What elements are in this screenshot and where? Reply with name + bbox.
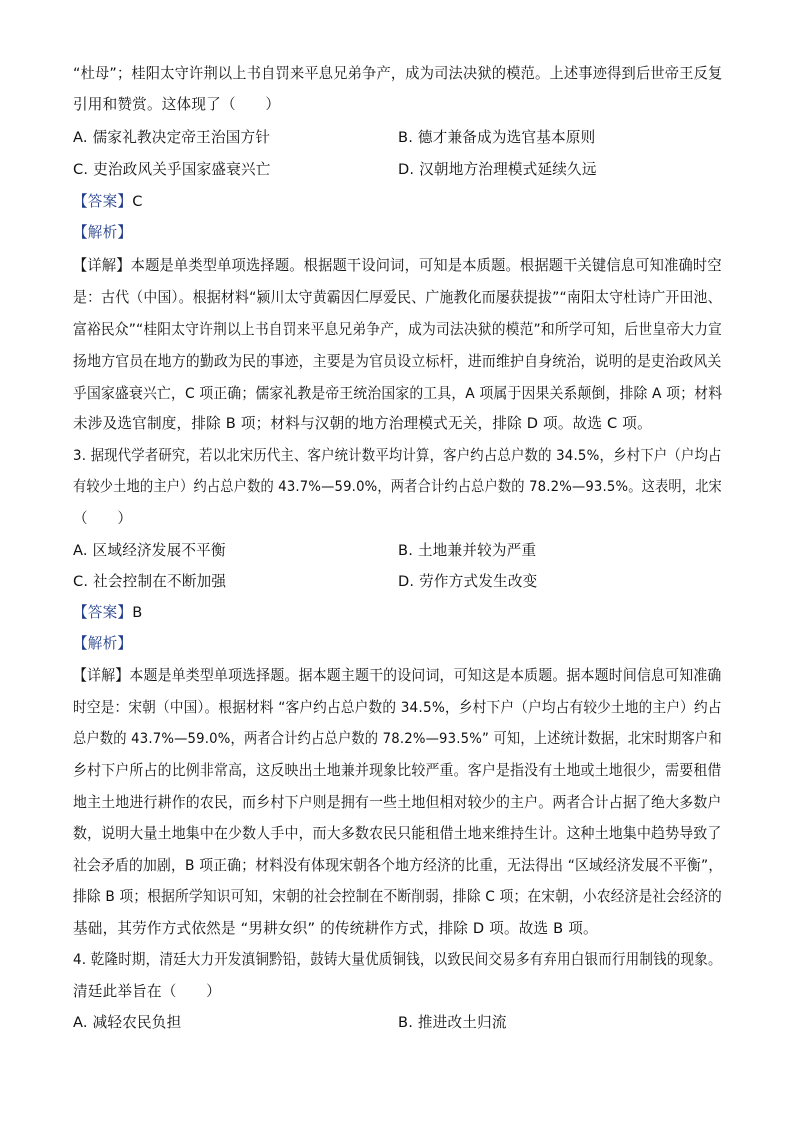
q2-stem-line-2: 引用和赞赏。这体现了（ ） xyxy=(73,96,281,113)
q3-stem-line-3: （ ） xyxy=(73,510,133,527)
q3-detail-line-5: 地主土地进行耕作的农民，而乡村下户则是拥有一些土地但相对较少的主户。两者合计占据了绝大多数户 xyxy=(73,794,722,811)
q3-option-c: C. 社会控制在不断加强 xyxy=(73,573,227,590)
q3-detail-line-9: 基础，其劳作方式依然是 “男耕女织” 的传统耕作方式，排除 D 项。故选 B 项。 xyxy=(73,920,598,937)
q2-detail-line-1: 【详解】本题是单类型单项选择题。根据题干设问词，可知是本质题。根据题干关键信息可知准确时空 xyxy=(73,257,722,274)
q2-option-a: A. 儒家礼教决定帝王治国方针 xyxy=(73,129,271,146)
answer-value: B xyxy=(132,604,143,621)
q4-stem-line-2: 清廷此举旨在（ ） xyxy=(73,983,221,1000)
q2-answer xyxy=(73,192,143,212)
q3-detail-line-1: 【详解】本题是单类型单项选择题。据本题主题干的设问词，可知这是本质题。据本题时间信息可知准确 xyxy=(73,667,722,684)
answer-value: C xyxy=(132,193,143,210)
q2-detail-line-5: 乎国家盛衰兴亡，C 项正确；儒家礼教是帝王统治国家的工具，A 项属于因果关系颠倒，排除 A 项；材料 xyxy=(73,385,723,402)
q2-detail-line-6: 未涉及选官制度，排除 B 项；材料与汉朝的地方治理模式无关，排除 D 项。故选 C 项。 xyxy=(73,415,652,432)
q2-detail-line-4: 扬地方官员在地方的勤政为民的事迹，主要是为官员设立标杆，进而维护自身统治，说明的是吏治政风关 xyxy=(73,353,722,370)
q3-detail-line-7: 社会矛盾的加剧，B 项正确；材料没有体现宋朝各个地方经济的比重，无法得出 “区域经济发展不平衡”， xyxy=(73,857,723,874)
answer-tag: 【答案】 xyxy=(73,604,133,621)
q3-stem-line-2: 有较少土地的主户）约占总户数的 43.7%—59.0%，两者合计约占总户数的 78.2%—93.5%。这表明，北宋 xyxy=(73,478,722,495)
q3-option-b: B. 土地兼并较为严重 xyxy=(398,542,537,559)
q3-analysis-tag: 【解析】 xyxy=(73,635,133,652)
q2-option-c: C. 吏治政风关乎国家盛衰兴亡 xyxy=(73,161,271,178)
q3-detail-line-3: 总户数的 43.7%—59.0%，两者合计约占总户数的 78.2%—93.5%” 可知，上述统计数据，北宋时期客户和 xyxy=(73,730,722,747)
q4-option-a: A. 减轻农民负担 xyxy=(73,1014,182,1031)
q4-option-b: B. 推进改土归流 xyxy=(398,1014,507,1031)
q2-option-d: D. 汉朝地方治理模式延续久远 xyxy=(398,161,597,178)
q3-detail-line-8: 排除 B 项；根据所学知识可知，宋朝的社会控制在不断削弱，排除 C 项；在宋朝，小农经济是社会经济的 xyxy=(73,888,722,905)
q2-detail-line-3: 富裕民众”“桂阳太守许荆以上书自罚来平息兄弟争产，成为司法决狱的模范”和所学可知，后世皇帝大力宣 xyxy=(73,321,722,338)
q4-stem-line-1: 4. 乾隆时期，清廷大力开发滇铜黔铅，鼓铸大量优质铜钱，以致民间交易多有弃用白银而行用制钱的现象。 xyxy=(73,951,722,968)
q3-detail-line-2: 时空是：宋朝（中国）。根据材料 “客户约占总户数的 34.5%，乡村下户（户均占有较少土地的主户）约占 xyxy=(73,699,722,716)
answer-tag: 【答案】 xyxy=(73,193,133,210)
q3-detail-line-6: 数，说明大量土地集中在少数人手中，而大多数农民只能租借土地来维持生计。这种土地集中趋势导致了 xyxy=(73,825,722,842)
q2-option-b: B. 德才兼备成为选官基本原则 xyxy=(398,129,596,146)
q2-stem-line-1: “杜母”；桂阳太守许荆以上书自罚来平息兄弟争产，成为司法决狱的模范。上述事迹得到后世帝王反复 xyxy=(73,65,723,82)
q2-detail-line-2: 是：古代（中国）。根据材料“颍川太守黄霸因仁厚爱民、广施教化而屡获提拔”“南阳太守杜诗广开田池、 xyxy=(73,289,722,306)
q3-option-d: D. 劳作方式发生改变 xyxy=(398,573,538,590)
q3-answer xyxy=(73,603,142,623)
q2-analysis-tag: 【解析】 xyxy=(73,224,133,241)
q3-option-a: A. 区域经济发展不平衡 xyxy=(73,542,226,559)
q3-detail-line-4: 乡村下户所占的比例非常高，这反映出土地兼并现象比较严重。客户是指没有土地或土地很少，需要租借 xyxy=(73,762,722,779)
q3-stem-line-1: 3. 据现代学者研究，若以北宋历代主、客户统计数平均计算，客户约占总户数的 34.5%，乡村下户（户均占 xyxy=(73,447,722,464)
